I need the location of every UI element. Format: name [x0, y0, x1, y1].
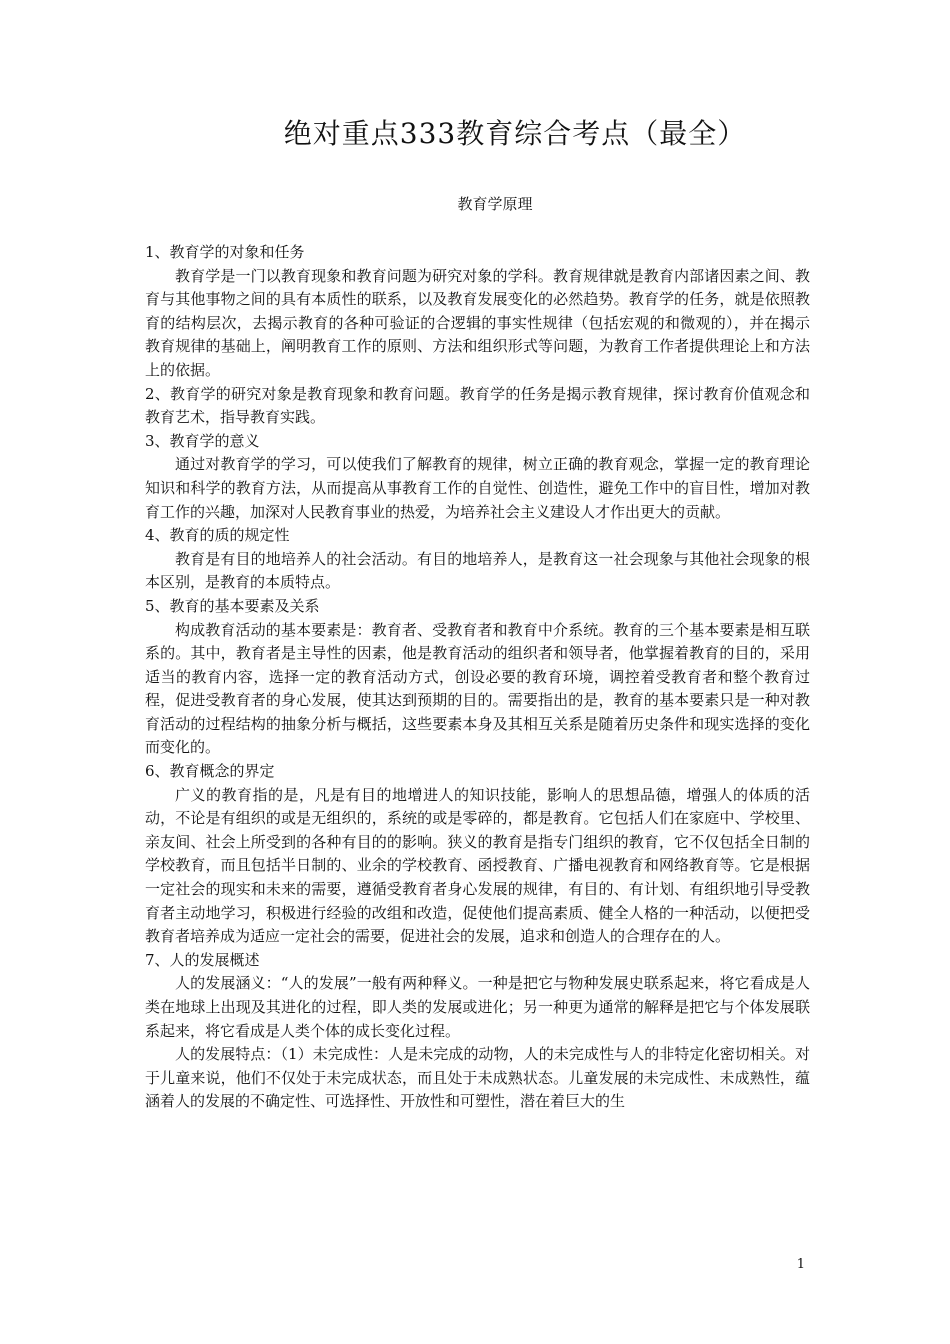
section-paragraph: 人的发展涵义：“人的发展”一般有两种释义。一种是把它与物种发展史联系起来，将它看成是人类在地球上出现及其进化的过程，即人类的发展或进化；另一种更为通常的解释是把它与个体发展联系起来，将它看成是人类个体的成长变化过程。: [145, 974, 810, 1040]
section-heading: 7、人的发展概述: [145, 950, 260, 969]
section-heading: 4、教育的质的规定性: [145, 526, 290, 545]
section-heading: 5、教育的基本要素及关系: [145, 596, 320, 615]
section-paragraph: 人的发展特点：（1）未完成性：人是未完成的动物，人的未完成性与人的非特定化密切相关。对于儿童来说，他们不仅处于未完成状态，而且处于未成熟状态。儿童发展的未完成性、未成熟性，蕴涵着人的发展的不确定性、可选择性、开放性和可塑性，潜在着巨大的生: [145, 1045, 810, 1111]
section-paragraph: 构成教育活动的基本要素是：教育者、受教育者和教育中介系统。教育的三个基本要素是相互联系的。其中，教育者是主导性的因素，他是教育活动的组织者和领导者，他掌握着教育的目的，采用适当的教育内容，选择一定的教育活动方式，创设必要的教育环境，调控着受教育者和整个教育过程，促进受教育者的身心发展，使其达到预期的目的。需要指出的是，教育的基本要素只是一种对教育活动的过程结构的抽象分析与概括，这些要素本身及其相互关系是随着历史条件和现实选择的变化而变化的。: [145, 620, 810, 757]
page-number: 1: [796, 1257, 805, 1272]
section-heading: 6、教育概念的界定: [145, 762, 275, 781]
section-paragraph: 通过对教育学的学习，可以使我们了解教育的规律，树立正确的教育观念，掌握一定的教育理论知识和科学的教育方法，从而提高从事教育工作的自觉性、创造性，避免工作中的盲目性，增加对教育工作的兴趣，加深对人民教育事业的热爱，为培养社会主义建设人才作出更大的贡献。: [145, 455, 810, 521]
section-heading: 1、教育学的对象和任务: [145, 243, 305, 261]
section-paragraph: 教育学是一门以教育现象和教育问题为研究对象的学科。教育规律就是教育内部诸因素之间、教育与其他事物之间的具有本质性的联系，以及教育发展变化的必然趋势。教育学的任务，就是依照教育的结构层次，去揭示教育的各种可验证的合逻辑的事实性规律（包括宏观的和微观的），并在揭示教育规律的基础上，阐明教育工作的原则、方法和组织形式等问题，为教育工作者提供理论上和方法上的依据。: [145, 266, 810, 379]
section-paragraph: 教育是有目的地培养人的社会活动。有目的地培养人，是教育这一社会现象与其他社会现象的根本区别，是教育的本质特点。: [145, 549, 810, 592]
document-title: 绝对重点333教育综合考点（最全）: [283, 117, 747, 150]
section-paragraph: 广义的教育指的是，凡是有目的地增进人的知识技能，影响人的思想品德，增强人的体质的活动，不论是有组织的或是无组织的，系统的或是零碎的，都是教育。它包括人们在家庭中、学校里、亲友间、社会上所受到的各种有目的的影响。狭义的教育是指专门组织的教育，它不仅包括全日制的学校教育，而且包括半日制的、业余的学校教育、函授教育、广播电视教育和网络教育等。它是根据一定社会的现实和未来的需要，遵循受教育者身心发展的规律，有目的、有计划、有组织地引导受教育者主动地学习，积极进行经验的改组和改造，促使他们提高素质、健全人格的一种活动，以便把受教育者培养成为适应一定社会的需要，促进社会的发展，追求和创造人的合理存在的人。: [145, 785, 810, 946]
section-heading: 2、教育学的研究对象是教育现象和教育问题。教育学的任务是揭示教育规律，探讨教育价值观念和教育艺术，指导教育实践。: [145, 384, 810, 427]
section-heading: 3、教育学的意义: [145, 431, 260, 450]
document-body: [145, 241, 810, 1114]
document-subtitle: 教育学原理: [457, 195, 533, 213]
